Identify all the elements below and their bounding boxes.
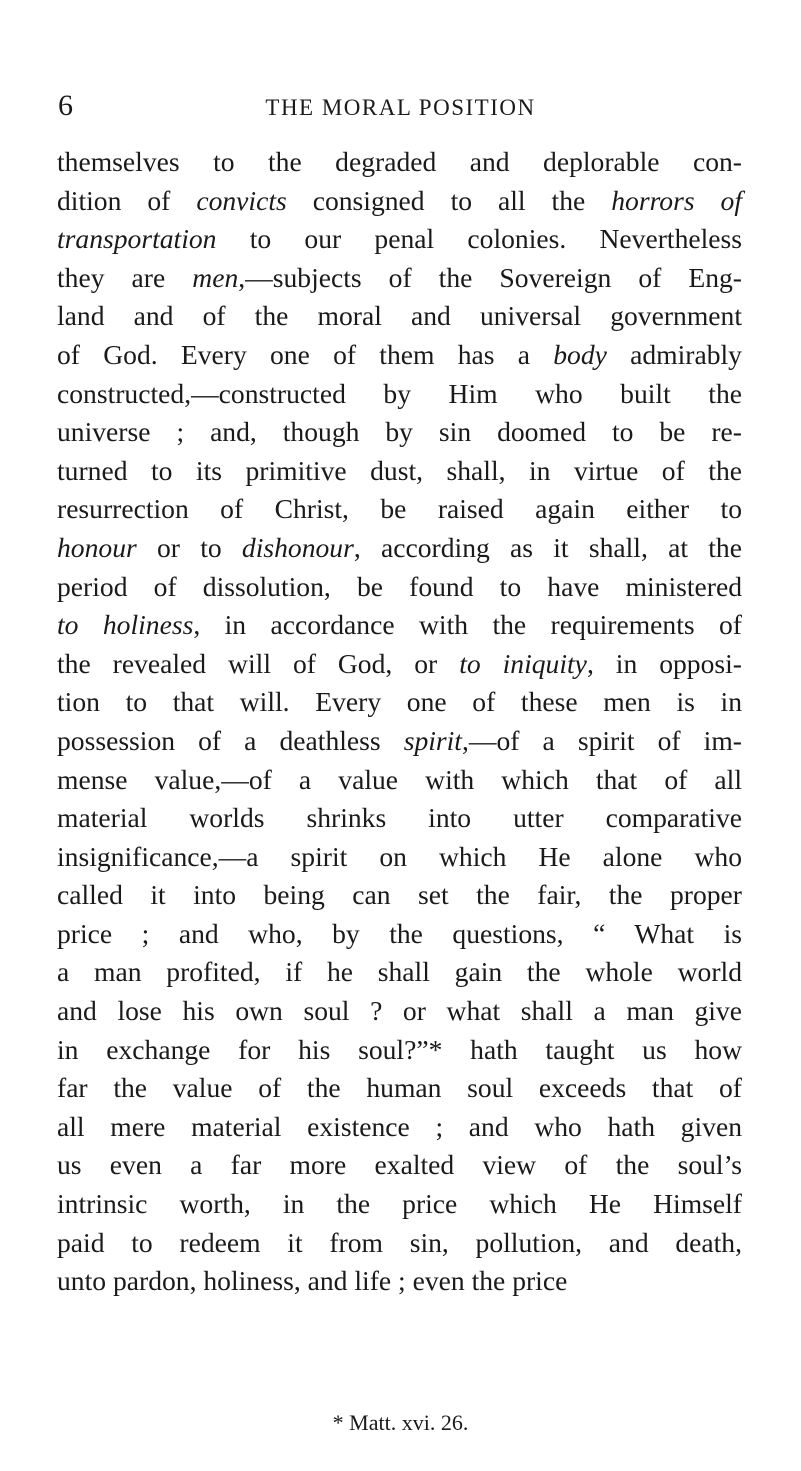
text-line: period of dissolution, be found to have ministered: [57, 570, 742, 602]
text-line: all mere material existence ; and who hath given: [57, 1110, 742, 1142]
text-line: called it into being can set the fair, the proper: [57, 879, 742, 911]
text-line: dition of convicts consigned to all the horrors of: [57, 184, 742, 216]
text-line: and lose his own soul ? or what shall a man give: [57, 995, 742, 1027]
page-number: 6: [58, 89, 73, 122]
text-line: universe ; and, though by sin doomed to be re-: [57, 416, 742, 448]
text-line: turned to its primitive dust, shall, in virtue of the: [57, 454, 742, 486]
text-line: paid to redeem it from sin, pollution, and death,: [57, 1226, 742, 1258]
text-line: of God. Every one of them has a body admirably: [57, 338, 742, 370]
body-text: [57, 143, 742, 1301]
text-line: honour or to dishonour, according as it shall, at the: [57, 531, 742, 563]
text-line: material worlds shrinks into utter comparative: [57, 802, 742, 834]
text-line: far the value of the human soul exceeds that of: [57, 1072, 742, 1104]
text-line: land and of the moral and universal government: [57, 300, 742, 332]
text-line: themselves to the degraded and deplorable con-: [57, 146, 742, 177]
text-line: insignificance,—a spirit on which He alone who: [57, 840, 742, 872]
text-line: constructed,—constructed by Him who built the: [57, 377, 742, 409]
text-line: us even a far more exalted view of the soul’s: [57, 1149, 742, 1181]
text-line: resurrection of Christ, be raised again either to: [57, 493, 742, 525]
text-line: transportation to our penal colonies. Nevertheless: [57, 223, 742, 255]
text-line: price ; and who, by the questions, “ What is: [57, 917, 742, 949]
text-line: in exchange for his soul?”* hath taught us how: [57, 1033, 742, 1065]
text-line: a man profited, if he shall gain the whole world: [57, 956, 742, 988]
text-line: they are men,—subjects of the Sovereign of Eng-: [57, 261, 742, 293]
text-line: the revealed will of God, or to iniquity, in opposi-: [57, 647, 742, 679]
text-line: tion to that will. Every one of these men is in: [57, 686, 742, 718]
text-line: mense value,—of a value with which that of all: [57, 763, 742, 795]
text-line: unto pardon, holiness, and life ; even the price: [57, 1265, 568, 1297]
text-line: possession of a deathless spirit,—of a spirit of im-: [57, 724, 742, 756]
text-line: to holiness, in accordance with the requirements of: [57, 609, 742, 641]
footnote: * Matt. xvi. 26.: [332, 1410, 469, 1435]
running-title: THE MORAL POSITION: [265, 95, 536, 120]
text-line: intrinsic worth, in the price which He Himself: [57, 1188, 742, 1220]
